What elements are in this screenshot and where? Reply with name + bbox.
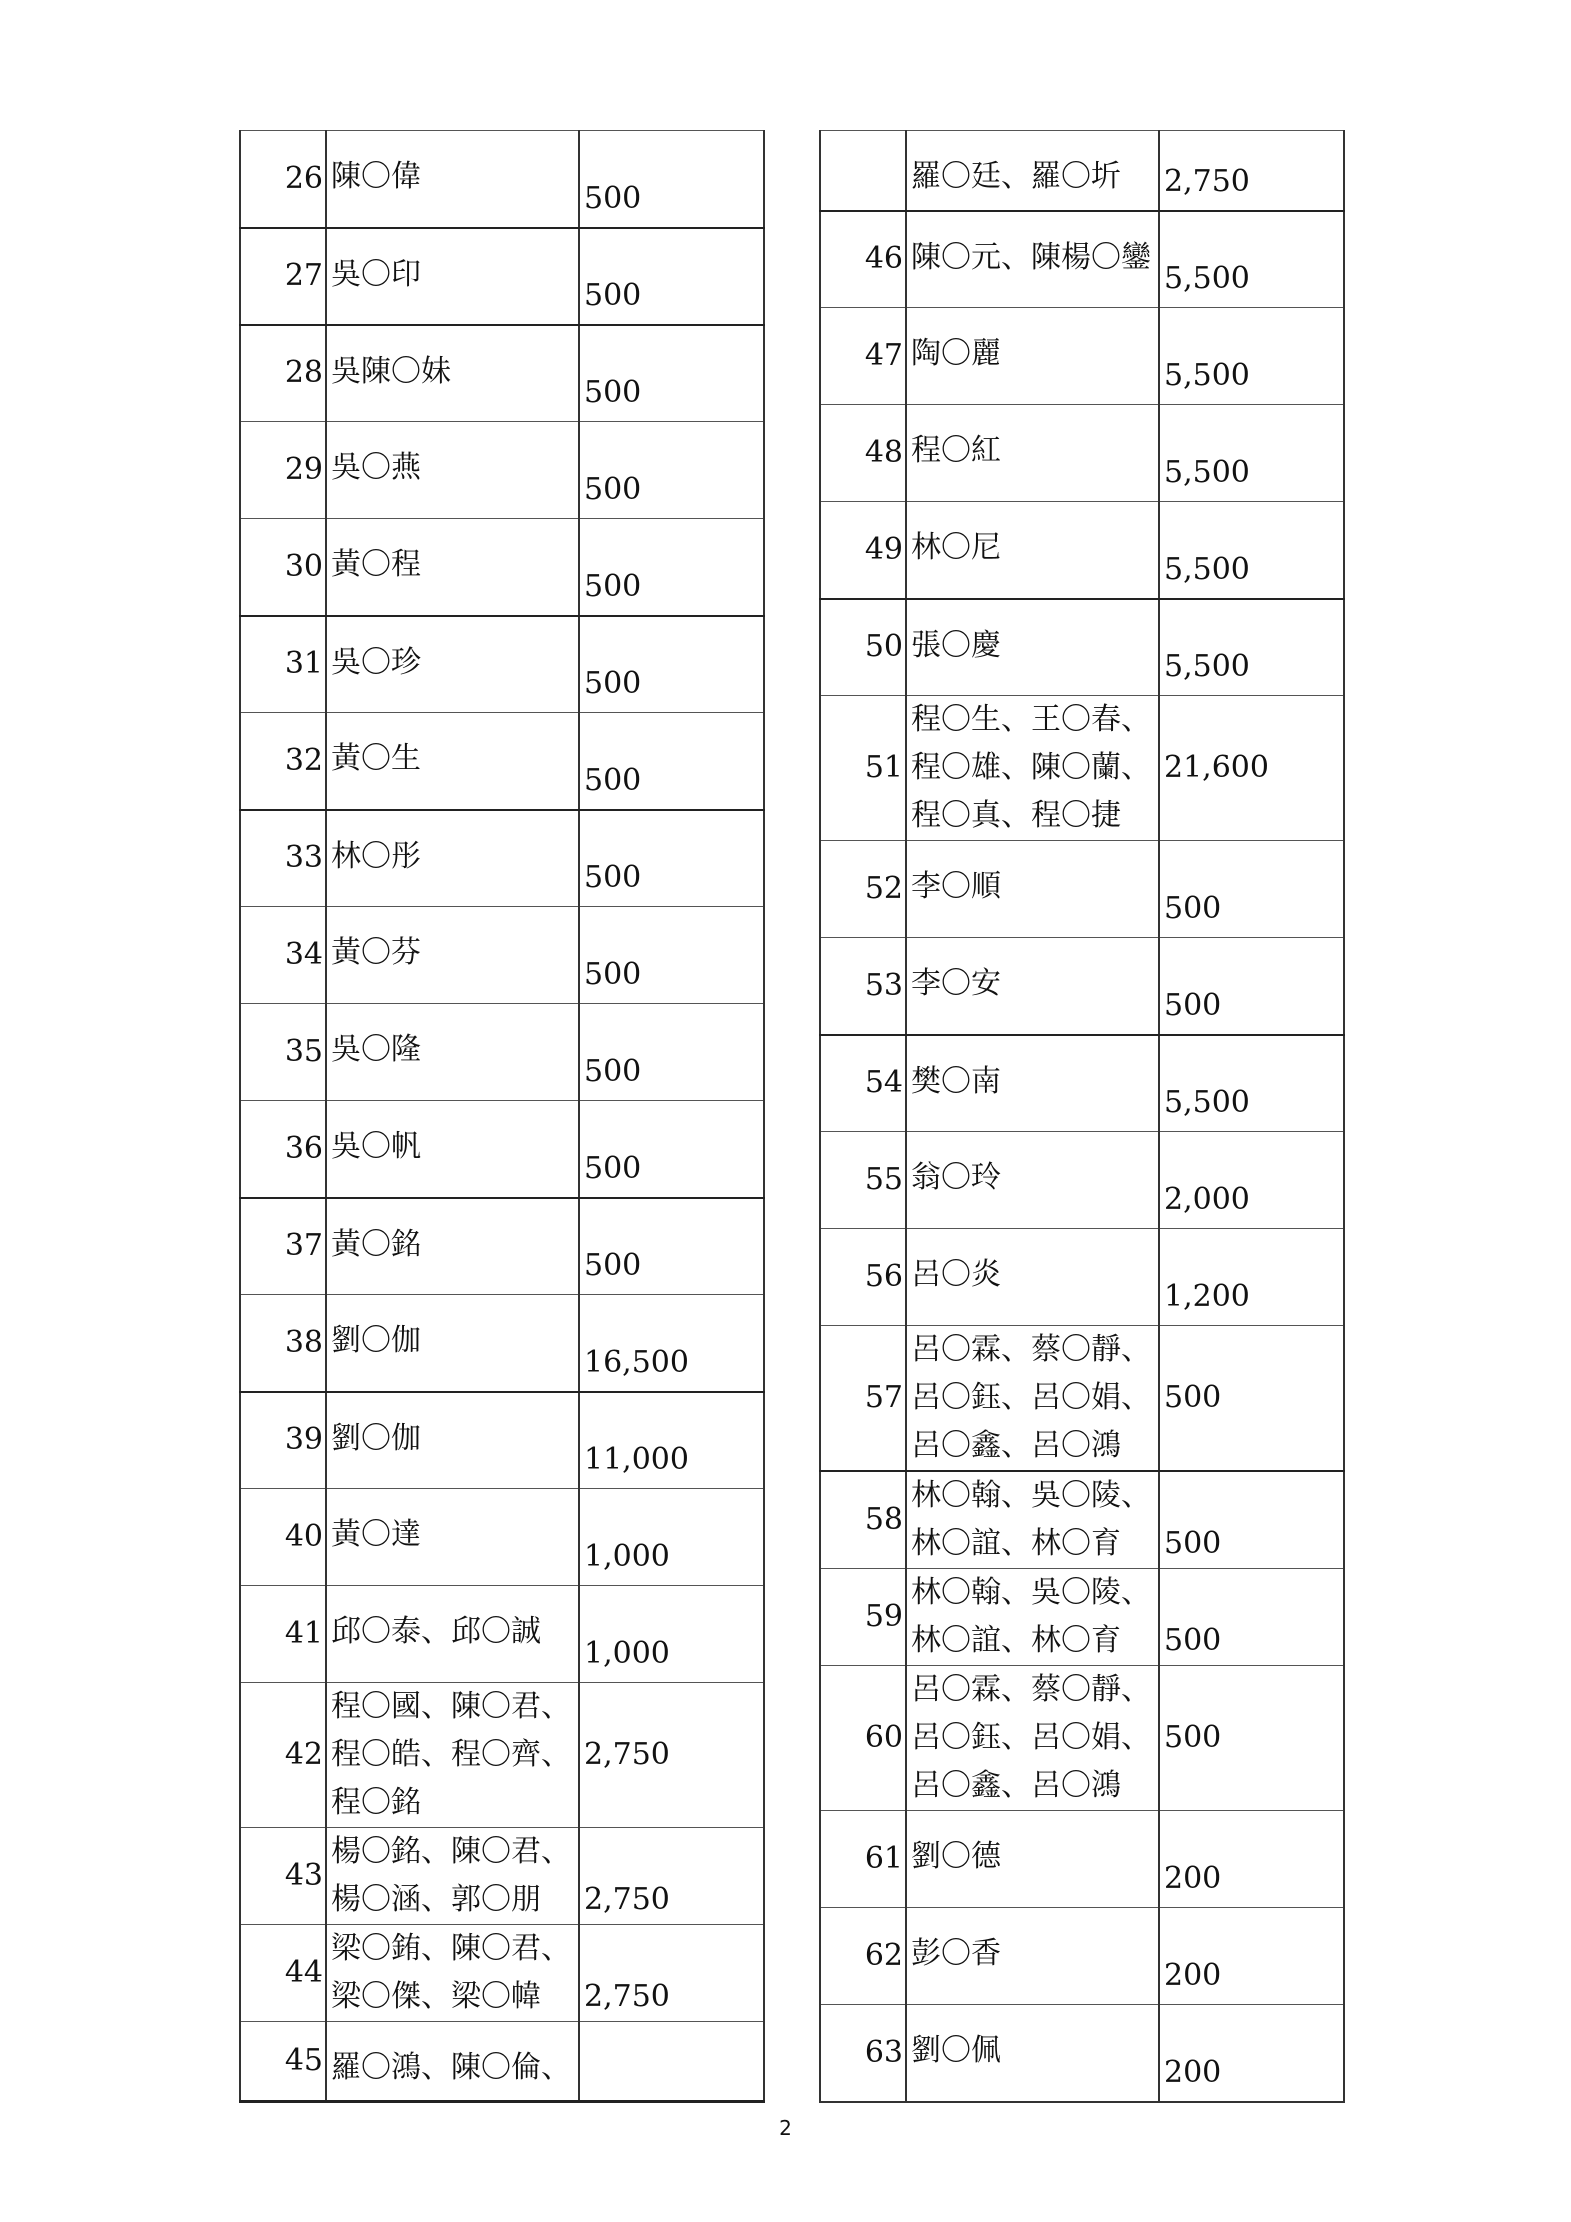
donor-names bbox=[326, 1683, 579, 1828]
donor-name-line: 程〇生、王〇春、 bbox=[911, 702, 1151, 737]
donor-names bbox=[326, 325, 579, 422]
donation-amount: 5,500 bbox=[1159, 599, 1344, 696]
donor-names bbox=[906, 841, 1159, 938]
row-number: 36 bbox=[240, 1101, 326, 1198]
table-row bbox=[240, 810, 764, 907]
donor-names bbox=[906, 938, 1159, 1035]
donor-names bbox=[906, 1229, 1159, 1326]
donor-names bbox=[326, 1489, 579, 1586]
donor-names bbox=[906, 1132, 1159, 1229]
donation-amount: 500 bbox=[579, 810, 764, 907]
donor-names bbox=[906, 211, 1159, 308]
donor-name-line: 梁〇銪、陳〇君、 bbox=[331, 1931, 571, 1966]
row-number: 37 bbox=[240, 1198, 326, 1295]
donation-amount: 500 bbox=[579, 422, 764, 519]
donor-name-line: 呂〇鑫、呂〇鴻 bbox=[911, 1768, 1121, 1803]
donation-amount: 500 bbox=[579, 616, 764, 713]
table-row bbox=[240, 1489, 764, 1586]
row-number: 41 bbox=[240, 1586, 326, 1683]
donor-name-line: 程〇銘 bbox=[331, 1785, 421, 1820]
row-number: 55 bbox=[820, 1132, 906, 1229]
table-row bbox=[240, 1295, 764, 1392]
donor-names bbox=[906, 1811, 1159, 1908]
donor-name-line: 李〇順 bbox=[911, 869, 1001, 904]
donation-amount: 500 bbox=[579, 1101, 764, 1198]
donation-amount: 11,000 bbox=[579, 1392, 764, 1489]
donor-name-line: 張〇慶 bbox=[911, 627, 1001, 663]
donor-name-line: 黃〇生 bbox=[331, 741, 421, 776]
table-row bbox=[240, 519, 764, 616]
table-row bbox=[820, 1908, 1344, 2005]
table-row bbox=[240, 713, 764, 810]
page-number: 2 bbox=[779, 2116, 792, 2140]
row-number: 33 bbox=[240, 810, 326, 907]
row-number: 59 bbox=[820, 1569, 906, 1666]
table-row bbox=[240, 325, 764, 422]
donation-amount: 200 bbox=[1159, 1908, 1344, 2005]
table-row bbox=[820, 1326, 1344, 1472]
donor-names bbox=[326, 1004, 579, 1101]
table-row bbox=[820, 841, 1344, 938]
donor-names bbox=[906, 1908, 1159, 2005]
donor-name-line: 羅〇廷、羅〇圻 bbox=[911, 159, 1121, 194]
donor-name-line: 程〇紅 bbox=[911, 433, 1001, 468]
table-row bbox=[240, 422, 764, 519]
donor-names bbox=[906, 1035, 1159, 1132]
donor-names bbox=[906, 599, 1159, 696]
donation-amount: 200 bbox=[1159, 2005, 1344, 2102]
donor-names bbox=[906, 1569, 1159, 1666]
donor-name-line: 呂〇炎 bbox=[911, 1257, 1001, 1292]
donor-name-line: 羅〇鴻、陳〇倫、 bbox=[331, 2050, 571, 2085]
table-row bbox=[240, 1198, 764, 1295]
donation-amount: 500 bbox=[579, 907, 764, 1004]
table-row bbox=[240, 1828, 764, 1925]
donation-amount: 1,000 bbox=[579, 1489, 764, 1586]
donor-name-line: 黃〇銘 bbox=[331, 1226, 421, 1262]
table-row bbox=[240, 1586, 764, 1683]
donor-name-line: 林〇彤 bbox=[331, 838, 421, 874]
donation-amount: 500 bbox=[579, 713, 764, 810]
donation-amount: 500 bbox=[579, 131, 764, 228]
donation-amount bbox=[579, 2022, 764, 2102]
table-row bbox=[820, 1229, 1344, 1326]
donor-names bbox=[326, 228, 579, 325]
row-number: 62 bbox=[820, 1908, 906, 2005]
donor-names bbox=[326, 422, 579, 519]
donation-amount: 1,000 bbox=[579, 1586, 764, 1683]
donor-name-line: 劉〇德 bbox=[911, 1839, 1001, 1874]
donation-amount: 200 bbox=[1159, 1811, 1344, 1908]
table-row bbox=[240, 1101, 764, 1198]
row-number: 48 bbox=[820, 405, 906, 502]
table-row bbox=[240, 2022, 764, 2102]
donor-name-line: 吳〇珍 bbox=[331, 644, 421, 680]
donation-amount: 2,750 bbox=[1159, 131, 1344, 211]
donor-names bbox=[906, 308, 1159, 405]
row-number: 60 bbox=[820, 1666, 906, 1811]
table-row bbox=[820, 1471, 1344, 1569]
donation-amount: 500 bbox=[579, 1198, 764, 1295]
donor-name-line: 黃〇達 bbox=[331, 1517, 421, 1552]
donor-name-line: 楊〇涵、郭〇朋 bbox=[331, 1882, 541, 1917]
row-number: 52 bbox=[820, 841, 906, 938]
donor-name-line: 程〇皓、程〇齊、 bbox=[331, 1737, 571, 1772]
table-row bbox=[240, 907, 764, 1004]
donor-names bbox=[906, 1666, 1159, 1811]
row-number: 56 bbox=[820, 1229, 906, 1326]
donor-names bbox=[326, 1101, 579, 1198]
donor-name-line: 程〇雄、陳〇蘭、 bbox=[911, 750, 1151, 785]
row-number: 54 bbox=[820, 1035, 906, 1132]
donor-name-line: 黃〇程 bbox=[331, 547, 421, 582]
row-number bbox=[820, 131, 906, 211]
donor-name-line: 林〇誼、林〇育 bbox=[911, 1526, 1121, 1561]
donor-name-line: 劉〇伽 bbox=[331, 1323, 421, 1358]
row-number: 26 bbox=[240, 131, 326, 228]
row-number: 44 bbox=[240, 1925, 326, 2022]
donor-names bbox=[906, 405, 1159, 502]
donation-amount: 500 bbox=[579, 325, 764, 422]
donor-name-line: 李〇安 bbox=[911, 966, 1001, 1001]
donor-name-line: 樊〇南 bbox=[911, 1063, 1001, 1099]
row-number: 32 bbox=[240, 713, 326, 810]
donation-amount: 500 bbox=[579, 519, 764, 616]
row-number: 30 bbox=[240, 519, 326, 616]
donor-name-line: 黃〇芬 bbox=[331, 935, 421, 970]
row-number: 58 bbox=[820, 1471, 906, 1569]
row-number: 40 bbox=[240, 1489, 326, 1586]
table-row bbox=[240, 1683, 764, 1828]
donor-names bbox=[906, 696, 1159, 841]
donation-amount: 500 bbox=[1159, 841, 1344, 938]
donor-names bbox=[326, 1295, 579, 1392]
donation-amount: 2,000 bbox=[1159, 1132, 1344, 1229]
table-row bbox=[240, 1925, 764, 2022]
row-number: 46 bbox=[820, 211, 906, 308]
row-number: 35 bbox=[240, 1004, 326, 1101]
table-row bbox=[820, 1035, 1344, 1132]
donor-names bbox=[326, 519, 579, 616]
donation-amount: 5,500 bbox=[1159, 1035, 1344, 1132]
row-number: 38 bbox=[240, 1295, 326, 1392]
table-row bbox=[820, 696, 1344, 841]
donation-amount: 500 bbox=[1159, 1666, 1344, 1811]
donation-amount: 2,750 bbox=[579, 1828, 764, 1925]
table-row bbox=[820, 1811, 1344, 1908]
donor-name-line: 林〇尼 bbox=[911, 530, 1001, 565]
donor-names bbox=[326, 810, 579, 907]
donation-amount: 500 bbox=[579, 228, 764, 325]
row-number: 43 bbox=[240, 1828, 326, 1925]
donor-name-line: 呂〇鈺、呂〇娟、 bbox=[911, 1720, 1151, 1755]
donor-name-line: 呂〇霖、蔡〇靜、 bbox=[911, 1332, 1151, 1367]
donor-names bbox=[326, 2022, 579, 2102]
table-row bbox=[820, 1666, 1344, 1811]
table-row bbox=[240, 1392, 764, 1489]
donor-names bbox=[906, 131, 1159, 211]
donor-name-line: 陳〇偉 bbox=[331, 159, 421, 194]
donor-name-line: 林〇翰、吳〇陵、 bbox=[911, 1575, 1151, 1610]
table-row bbox=[240, 616, 764, 713]
donation-amount: 5,500 bbox=[1159, 308, 1344, 405]
donation-amount: 2,750 bbox=[579, 1925, 764, 2022]
table-row bbox=[820, 599, 1344, 696]
donor-name-line: 林〇翰、吳〇陵、 bbox=[911, 1478, 1151, 1513]
donor-names bbox=[906, 502, 1159, 599]
donor-name-line: 程〇真、程〇捷 bbox=[911, 798, 1121, 833]
row-number: 29 bbox=[240, 422, 326, 519]
row-number: 39 bbox=[240, 1392, 326, 1489]
donation-amount: 1,200 bbox=[1159, 1229, 1344, 1326]
row-number: 51 bbox=[820, 696, 906, 841]
donation-amount: 5,500 bbox=[1159, 405, 1344, 502]
donor-names bbox=[326, 1586, 579, 1683]
table-row bbox=[820, 1132, 1344, 1229]
table-row bbox=[820, 2005, 1344, 2102]
table-row bbox=[240, 228, 764, 325]
table-row bbox=[820, 308, 1344, 405]
donation-amount: 2,750 bbox=[579, 1683, 764, 1828]
row-number: 47 bbox=[820, 308, 906, 405]
row-number: 53 bbox=[820, 938, 906, 1035]
donation-table-right bbox=[819, 130, 1345, 2103]
donation-amount: 500 bbox=[1159, 938, 1344, 1035]
donation-amount: 5,500 bbox=[1159, 211, 1344, 308]
donor-name-line: 吳〇燕 bbox=[331, 450, 421, 485]
table-row bbox=[820, 211, 1344, 308]
donor-name-line: 呂〇鈺、呂〇娟、 bbox=[911, 1380, 1151, 1415]
donor-names bbox=[906, 1326, 1159, 1472]
donor-name-line: 陳〇元、陳楊〇鑾 bbox=[911, 239, 1151, 275]
donor-name-line: 邱〇泰、邱〇誠 bbox=[331, 1614, 541, 1649]
table-row bbox=[820, 131, 1344, 211]
donor-name-line: 陶〇麗 bbox=[911, 336, 1001, 371]
donor-names bbox=[906, 2005, 1159, 2102]
donor-names bbox=[326, 1925, 579, 2022]
donation-amount: 500 bbox=[1159, 1326, 1344, 1472]
donor-name-line: 梁〇傑、梁〇幃 bbox=[331, 1979, 541, 2014]
donor-names bbox=[326, 713, 579, 810]
table-row bbox=[820, 405, 1344, 502]
donation-amount: 21,600 bbox=[1159, 696, 1344, 841]
donor-name-line: 翁〇玲 bbox=[911, 1160, 1001, 1195]
row-number: 42 bbox=[240, 1683, 326, 1828]
donor-name-line: 吳〇印 bbox=[331, 256, 421, 292]
donation-amount: 5,500 bbox=[1159, 502, 1344, 599]
row-number: 34 bbox=[240, 907, 326, 1004]
row-number: 28 bbox=[240, 325, 326, 422]
table-row bbox=[240, 1004, 764, 1101]
table-row bbox=[820, 502, 1344, 599]
donor-name-line: 林〇誼、林〇育 bbox=[911, 1623, 1121, 1658]
donation-amount: 500 bbox=[579, 1004, 764, 1101]
donation-amount: 500 bbox=[1159, 1569, 1344, 1666]
donor-names bbox=[326, 616, 579, 713]
row-number: 50 bbox=[820, 599, 906, 696]
row-number: 49 bbox=[820, 502, 906, 599]
donor-name-line: 劉〇伽 bbox=[331, 1420, 421, 1456]
donation-amount: 500 bbox=[1159, 1471, 1344, 1569]
row-number: 31 bbox=[240, 616, 326, 713]
donor-name-line: 吳〇帆 bbox=[331, 1129, 421, 1164]
donor-name-line: 楊〇銘、陳〇君、 bbox=[331, 1834, 571, 1869]
donor-name-line: 呂〇霖、蔡〇靜、 bbox=[911, 1672, 1151, 1707]
row-number: 61 bbox=[820, 1811, 906, 1908]
row-number: 27 bbox=[240, 228, 326, 325]
donor-names bbox=[326, 1828, 579, 1925]
donor-names bbox=[326, 1392, 579, 1489]
donation-table-left bbox=[239, 130, 765, 2103]
donor-names bbox=[326, 1198, 579, 1295]
table-row bbox=[820, 1569, 1344, 1666]
donor-names bbox=[906, 1471, 1159, 1569]
donor-name-line: 吳〇隆 bbox=[331, 1032, 421, 1067]
table-row bbox=[240, 131, 764, 228]
donor-name-line: 彭〇香 bbox=[911, 1936, 1001, 1971]
row-number: 63 bbox=[820, 2005, 906, 2102]
donor-name-line: 程〇國、陳〇君、 bbox=[331, 1689, 571, 1724]
donor-names bbox=[326, 131, 579, 228]
donor-name-line: 劉〇佩 bbox=[911, 2033, 1001, 2068]
donor-name-line: 吳陳〇妹 bbox=[331, 353, 451, 389]
donor-names bbox=[326, 907, 579, 1004]
donor-name-line: 呂〇鑫、呂〇鴻 bbox=[911, 1428, 1121, 1463]
row-number: 45 bbox=[240, 2022, 326, 2102]
table-row bbox=[820, 938, 1344, 1035]
row-number: 57 bbox=[820, 1326, 906, 1472]
donation-amount: 16,500 bbox=[579, 1295, 764, 1392]
